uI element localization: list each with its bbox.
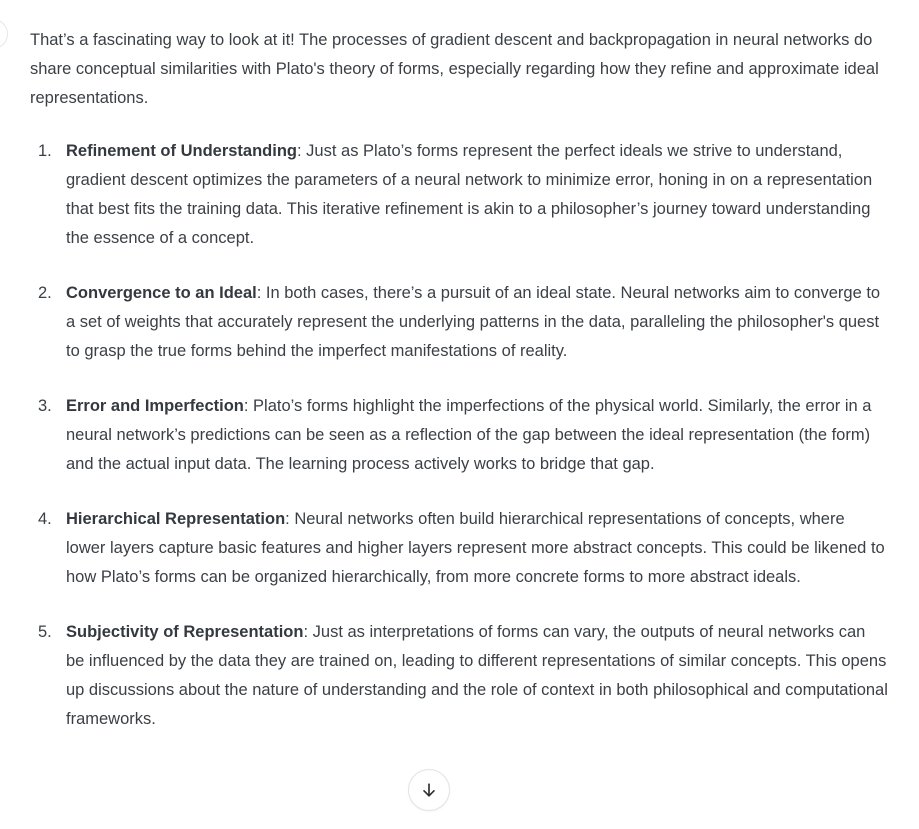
list-item <box>30 505 888 592</box>
list-item-text <box>66 137 888 253</box>
list-item-body: : Just as interpretations of forms can vary, the outputs of neural networks can be influenced by the data they are trained on, leading to different representations of similar concepts. This opens up discussions about the nature of understanding and the role of context in both philosophical and computational frameworks. <box>66 623 888 728</box>
list-item-body: : In both cases, there’s a pursuit of an ideal state. Neural networks aim to converge to a set of weights that accurately represent the underlying patterns in the data, paralleling the philosopher's quest to grasp the true forms behind the imperfect manifestations of reality. <box>66 284 881 360</box>
list-item-title: Hierarchical Representation <box>66 510 286 528</box>
scroll-to-bottom-button[interactable] <box>408 769 450 811</box>
list-item-number: 2. <box>38 284 52 302</box>
list-item-title: Error and Imperfection <box>66 397 244 415</box>
list-item <box>30 618 888 734</box>
list-item <box>30 279 888 366</box>
numbered-list <box>30 137 888 734</box>
list-item <box>30 137 888 253</box>
list-item-title: Refinement of Understanding <box>66 142 298 160</box>
assistant-avatar <box>0 19 8 49</box>
list-item-number: 4. <box>38 510 52 528</box>
list-item-text <box>66 392 888 479</box>
list-item-text <box>66 279 888 366</box>
arrow-down-icon <box>419 780 439 800</box>
list-item-number: 1. <box>38 142 52 160</box>
list-item-body: : Just as Plato’s forms represent the perfect ideals we strive to understand, gradient descent optimizes the parameters of a neural network to minimize error, honing in on a representation that best fits the training data. This iterative refinement is akin to a philosopher’s journey toward understanding the essence of a concept. <box>66 142 873 247</box>
list-item-title: Subjectivity of Representation <box>66 623 304 641</box>
list-item-number: 3. <box>38 397 52 415</box>
list-item-body: : Neural networks often build hierarchical representations of concepts, where lower layers capture basic features and higher layers represent more abstract concepts. This could be likened to how Plato’s forms can be organized hierarchically, from more concrete forms to more abstract ideals. <box>66 510 885 586</box>
intro-paragraph: That’s a fascinating way to look at it! The processes of gradient descent and backpropagation in neural networks do share conceptual similarities with Plato's theory of forms, especially regarding how they refine and approximate ideal representations. <box>30 31 879 107</box>
list-item-number: 5. <box>38 623 52 641</box>
list-item-text <box>66 505 888 592</box>
list-item-title: Convergence to an Ideal <box>66 284 257 302</box>
list-item-body: : Plato’s forms highlight the imperfections of the physical world. Similarly, the error in a neural network’s predictions can be seen as a reflection of the gap between the ideal representation (the form) and the actual input data. The learning process actively works to bridge that gap. <box>66 397 872 473</box>
message-content <box>30 26 888 734</box>
list-item-text <box>66 618 888 734</box>
list-item <box>30 392 888 479</box>
